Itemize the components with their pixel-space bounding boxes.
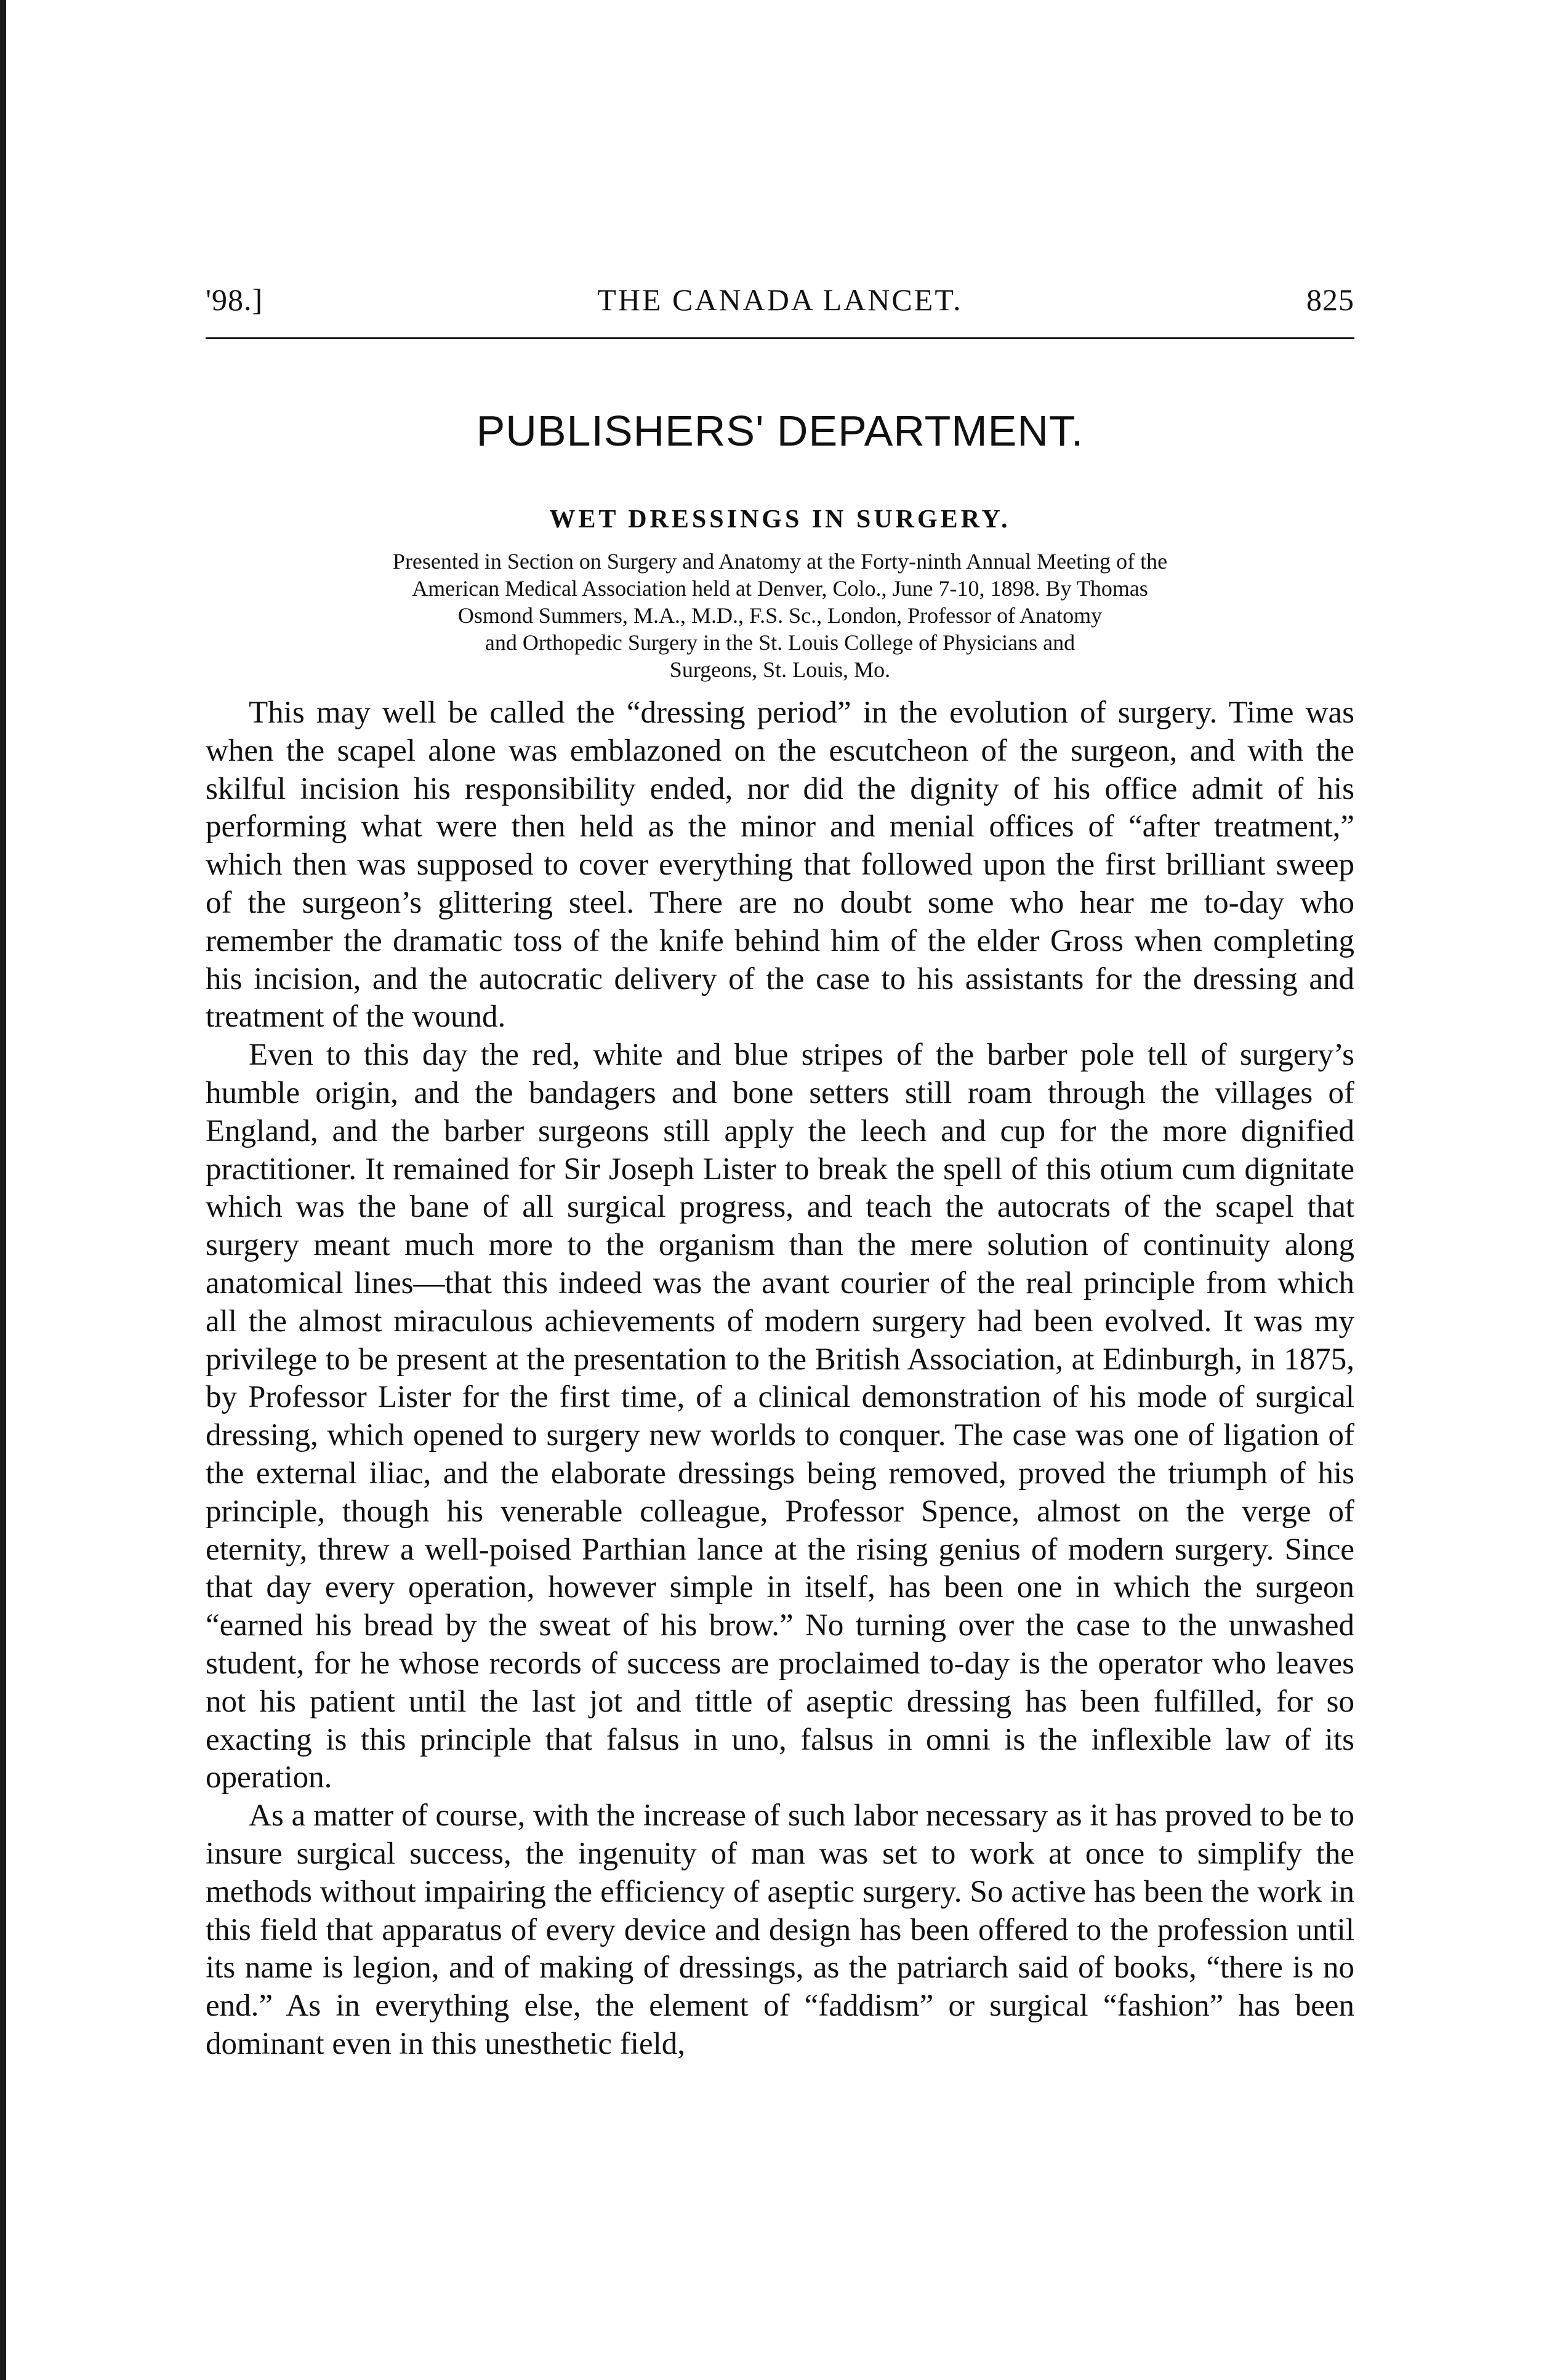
paragraph: As a matter of course, with the increase of such labor necessary as it has proved to be to insure surgical success, the ingenuity of man was set to work at once to simplify the methods without impairing the efficiency of aseptic surgery. So active has been the work in this field that apparatus of every device and design has been offered to the profession until its name is legion, and of making of dressings, as the patriarch said of books, “there is no end.” As in everything else, the element of “faddism” or surgical “fashion” has been dominant even in this unesthetic field, [206, 1798, 1354, 2061]
binding-edge [0, 0, 6, 2380]
journal-title: THE CANADA LANCET. [597, 282, 963, 317]
department-title: PUBLISHERS' DEPARTMENT. [476, 407, 1084, 455]
subtitle-line: and Orthopedic Surgery in the St. Louis College of Physicians and [484, 630, 1076, 655]
journal-page [206, 0, 1354, 2380]
header-rule [206, 337, 1354, 339]
page-number: 825 [1306, 282, 1354, 317]
running-head-year: '98.] [206, 282, 263, 317]
paragraph: This may well be called the “dressing period” in the evolution of surgery. Time was when the scapel alone was emblazoned on the escutcheon of the surgeon, and with the skilful incision his responsibility ended, nor did the dignity of his office admit of his performing what were then held as the minor and menial offices of “after treatment,” which then was supposed to cover everything that followed upon the first brilliant sweep of the surgeon’s glittering steel. There are no doubt some who hear me to-day who remember the dramatic toss of the knife behind him of the elder Gross when completing his incision, and the autocratic delivery of the case to his assistants for the dressing and treatment of the wound. [206, 695, 1354, 1035]
subtitle-line: Surgeons, St. Louis, Mo. [669, 657, 891, 682]
article-body [206, 694, 1354, 2064]
subtitle-line: Presented in Section on Surgery and Anatomy at the Forty-ninth Annual Meeting of the [392, 549, 1168, 574]
paragraph: Even to this day the red, white and blue stripes of the barber pole tell of surgery’s humble origin, and the bandagers and bone setters still roam through the villages of England, and the barber surgeons still apply the leech and cup for the more dignified practitioner. It remained for Sir Joseph Lister to break the spell of this otium cum dignitate which was the bane of all surgical progress, and teach the autocrats of the scapel that surgery meant much more to the organism than the mere solution of continuity along anatomical lines—that this indeed was the avant courier of the real principle from which all the almost miraculous achievements of modern surgery had been evolved. It was my privilege to be present at the presentation to the British Association, at Edinburgh, in 1875, by Professor Lister for the first time, of a clinical demonstration of his mode of surgical dressing, which opened to surgery new worlds to conquer. The case was one of ligation of the external iliac, and the elaborate dressings being removed, proved the triumph of his principle, though his venerable colleague, Professor Spence, almost on the verge of eternity, threw a well-poised Parthian lance at the rising genius of modern surgery. Since that day every operation, however simple in itself, has been one in which the surgeon “earned his bread by the sweat of his brow.” No turning over the case to the unwashed student, for he whose records of success are proclaimed to-day is the operator who leaves not his patient until the last jot and tittle of aseptic dressing has been fulfilled, for so exacting is this principle that falsus in uno, falsus in omni is the inflexible law of its operation. [206, 1038, 1354, 1795]
subtitle-line: American Medical Association held at Denver, Colo., June 7-10, 1898. By Thomas [412, 576, 1148, 601]
article-subtitle [206, 548, 1354, 683]
running-head [206, 282, 1354, 325]
subtitle-line: Osmond Summers, M.A., M.D., F.S. Sc., London, Professor of Anatomy [457, 603, 1103, 628]
article-title: WET DRESSINGS IN SURGERY. [549, 505, 1011, 534]
